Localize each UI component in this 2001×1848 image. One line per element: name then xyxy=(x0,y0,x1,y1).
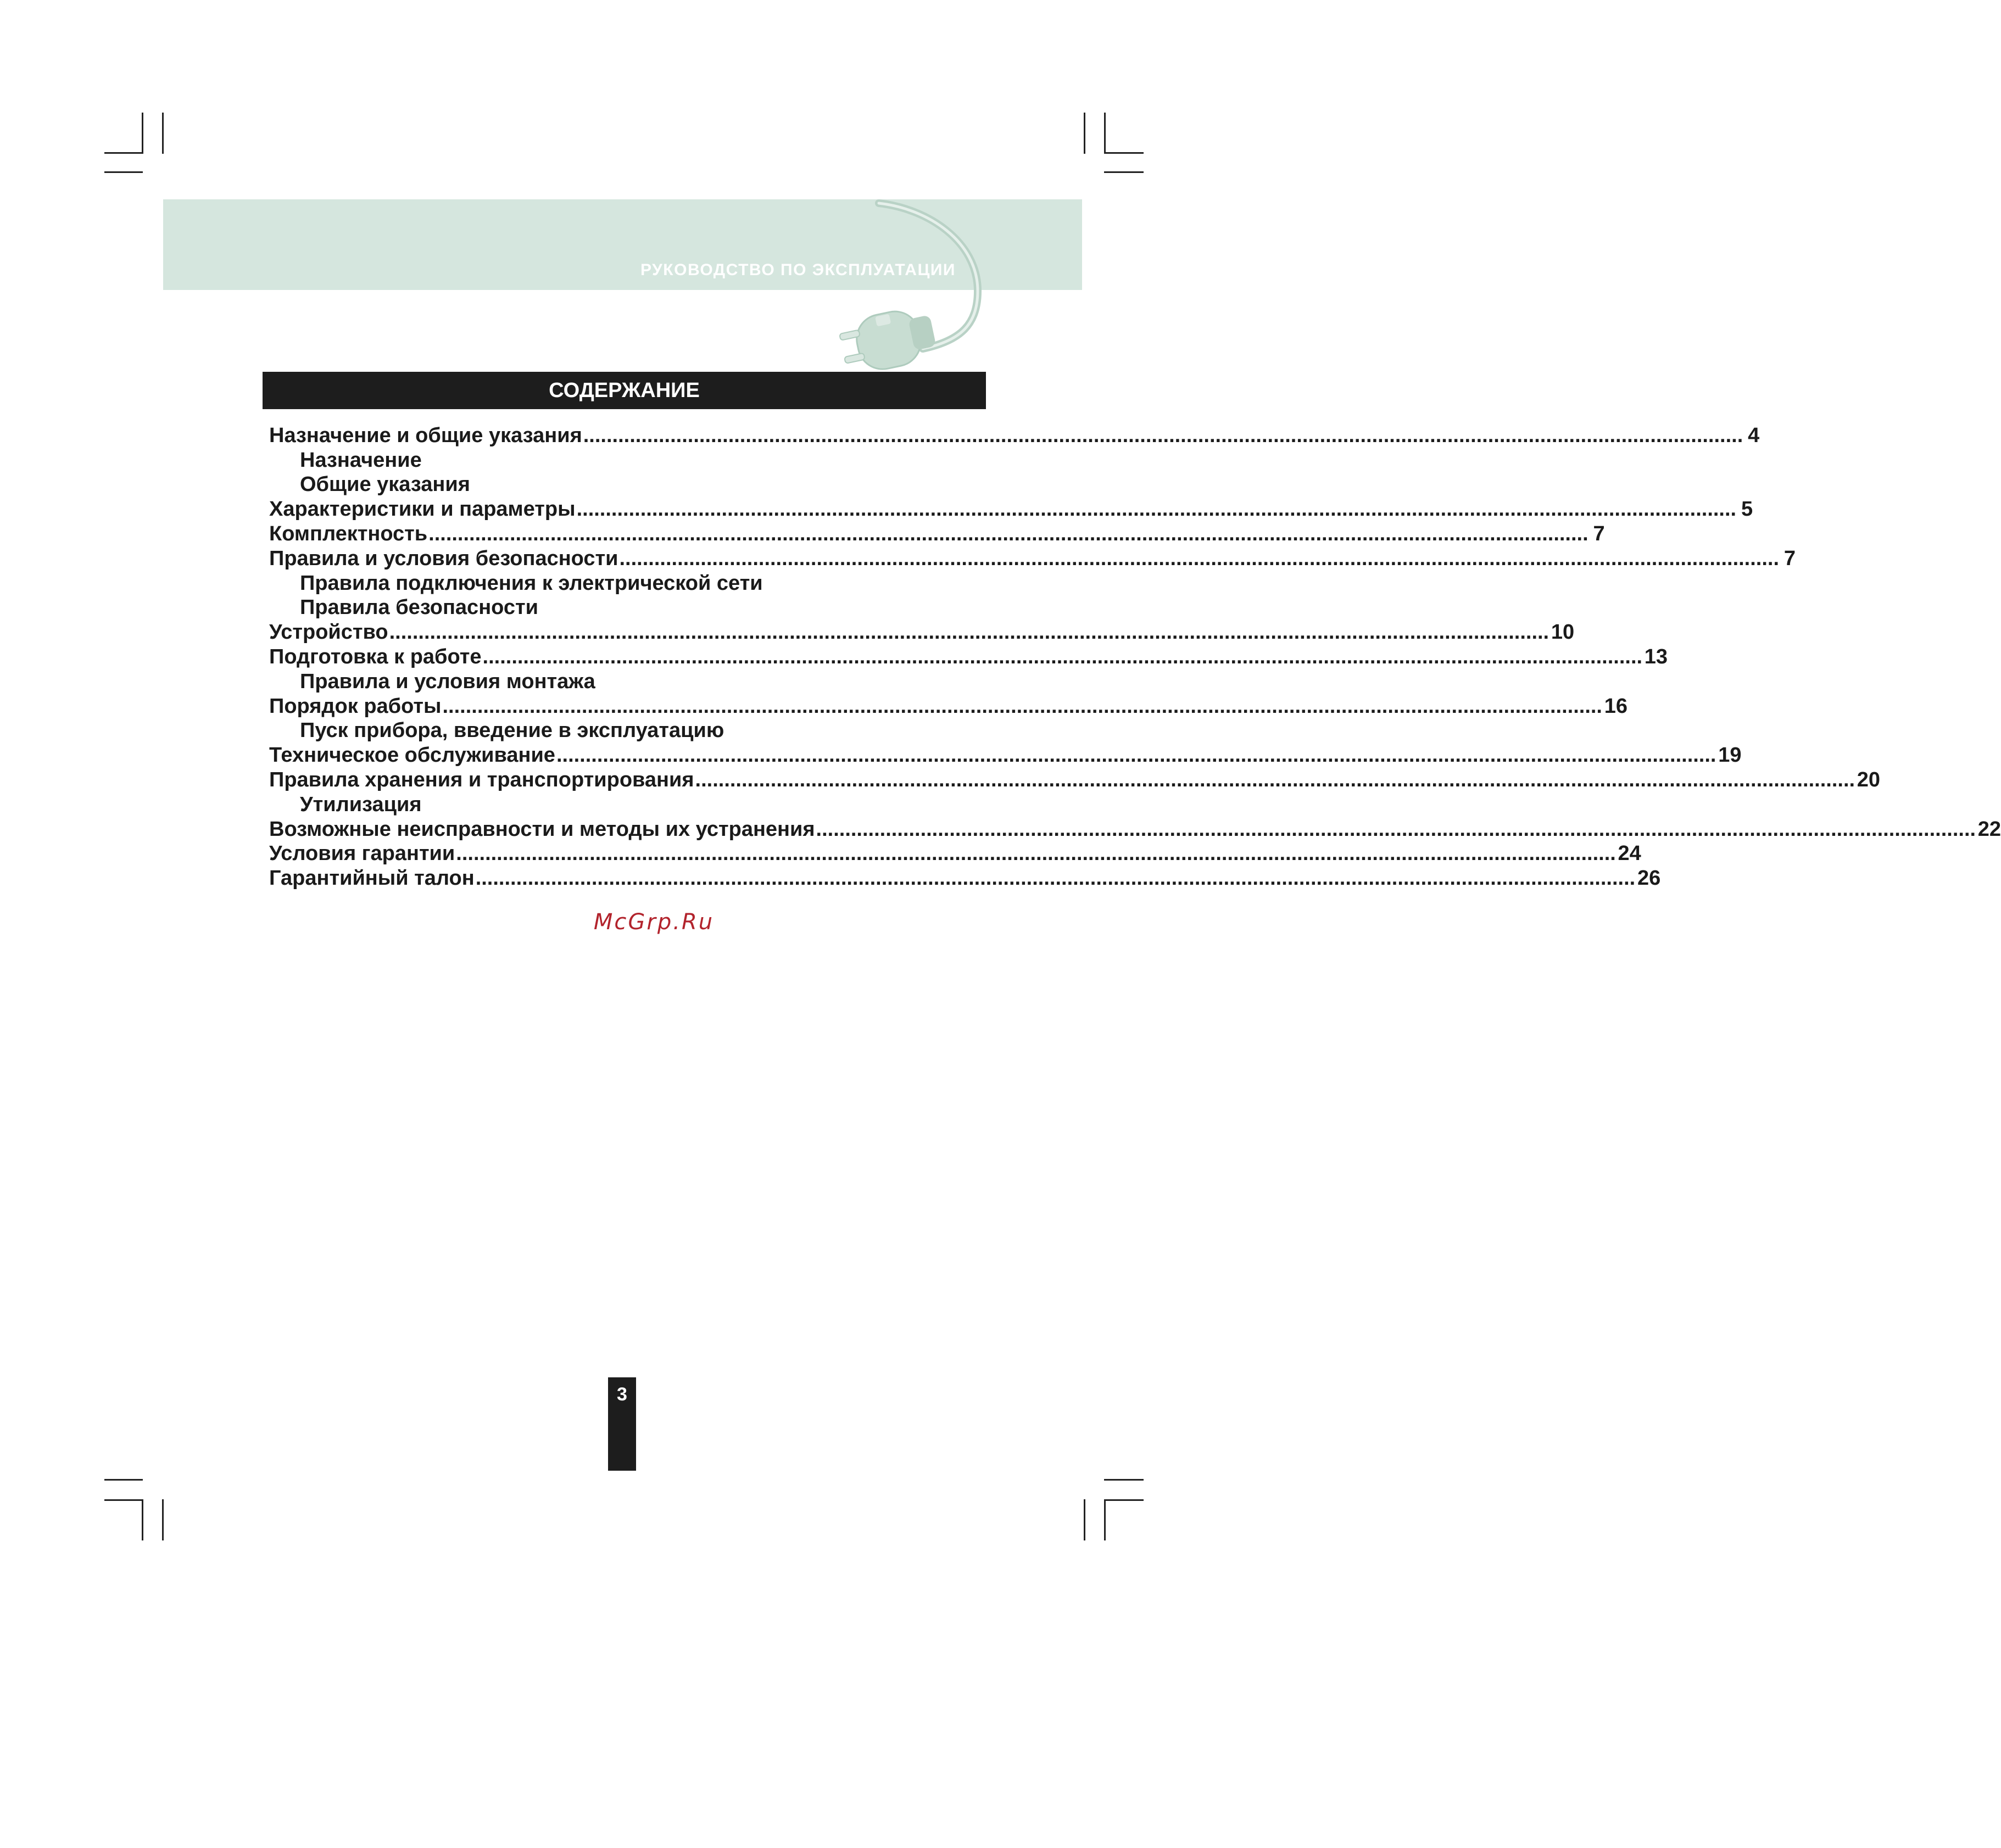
toc-subentry xyxy=(269,571,972,595)
toc-entry xyxy=(269,767,1881,792)
toc-entry xyxy=(269,521,1605,546)
toc-leader-dots: ........................................................................................................................................................................................................ xyxy=(482,645,1643,668)
toc-entry xyxy=(269,546,1796,571)
crop-mark-top-right-h2 xyxy=(1104,171,1144,173)
toc-leader-dots: ........................................................................................................................................................................................................ xyxy=(389,621,1549,644)
crop-mark-bottom-right-v1 xyxy=(1084,1499,1085,1540)
crop-mark-top-right-h xyxy=(1104,152,1144,154)
crop-mark-bottom-left-h2 xyxy=(104,1479,143,1481)
toc-leader-dots: ........................................................................................................................................................................................................ xyxy=(475,867,1636,890)
toc-entry-page: 19 xyxy=(1718,744,1742,767)
toc-entry-label: Подготовка к работе xyxy=(269,645,482,668)
toc-entry-page: 24 xyxy=(1618,842,1641,866)
toc-leader-dots: ........................................................................................................................................................................................................ xyxy=(456,842,1616,866)
crop-mark-top-right-v2 xyxy=(1104,113,1106,154)
power-plug-icon xyxy=(840,198,994,373)
toc-entry-page: 10 xyxy=(1551,621,1575,644)
toc-entry-label: Правила и условия монтажа xyxy=(300,669,595,693)
toc-entry-page: 4 xyxy=(1748,423,1760,447)
toc-entry-label: Характеристики и параметры xyxy=(269,498,576,521)
toc-entry-label: Правила подключения к электрической сети xyxy=(300,571,763,595)
crop-mark-bottom-left-v1 xyxy=(142,1499,143,1540)
toc-entry xyxy=(269,866,1661,890)
toc-entry-page: 22 xyxy=(1977,817,2001,841)
toc-entry-label: Комплектность xyxy=(269,522,428,545)
table-of-contents xyxy=(269,423,2001,890)
crop-mark-bottom-left-v2 xyxy=(162,1499,164,1540)
toc-entry-label: Гарантийный талон xyxy=(269,867,475,890)
crop-mark-top-right-v1 xyxy=(1084,113,1085,154)
toc-entry xyxy=(269,817,2001,841)
toc-entry-label: Общие указания xyxy=(300,473,470,496)
toc-subentry xyxy=(269,792,972,817)
toc-entry-page: 16 xyxy=(1604,694,1627,718)
toc-heading: СОДЕРЖАНИЕ xyxy=(263,372,986,409)
toc-entry xyxy=(269,841,1641,866)
crop-mark-top-left-h2 xyxy=(104,171,143,173)
toc-entry-label: Техническое обслуживание xyxy=(269,744,555,767)
toc-entry-page: 26 xyxy=(1637,867,1661,890)
toc-entry-label: Правила хранения и транспортирования xyxy=(269,768,694,791)
toc-entry xyxy=(269,694,1627,718)
toc-entry-page: 7 xyxy=(1783,546,1796,570)
toc-entry xyxy=(269,619,1575,644)
toc-subentry xyxy=(269,595,972,620)
toc-entry-label: Правила безопасности xyxy=(300,596,538,619)
toc-entry xyxy=(269,644,1668,669)
toc-entry-page: 13 xyxy=(1644,645,1668,668)
toc-entry-label: Возможные неисправности и методы их устранения xyxy=(269,817,815,841)
toc-entry-label: Устройство xyxy=(269,621,388,644)
toc-entry-label: Назначение и общие указания xyxy=(269,423,582,447)
toc-entry xyxy=(269,742,1742,767)
toc-entry-label: Утилизация xyxy=(300,792,422,816)
toc-entry-page: 5 xyxy=(1741,498,1753,521)
toc-subentry xyxy=(269,448,972,472)
toc-entry-label: Условия гарантии xyxy=(269,842,455,866)
crop-mark-top-left-v2 xyxy=(162,113,164,154)
toc-entry-page: 7 xyxy=(1593,522,1605,545)
watermark: McGrp.Ru xyxy=(593,909,715,935)
toc-leader-dots: ........................................................................................................................................................................................................ xyxy=(816,817,1976,841)
toc-entry-page: 20 xyxy=(1857,768,1881,791)
crop-mark-top-left-v1 xyxy=(142,113,143,154)
toc-leader-dots: ........................................................................................................................................................................................................ xyxy=(442,694,1602,718)
toc-entry-label: Порядок работы xyxy=(269,694,442,718)
toc-entry xyxy=(269,496,1753,521)
toc-leader-dots: ........................................................................................................................................................................................................ xyxy=(576,498,1737,521)
toc-entry xyxy=(269,423,1760,448)
toc-entry-label: Пуск прибора, введение в эксплуатацию xyxy=(300,719,724,742)
manual-title: РУКОВОДСТВО ПО ЭКСПЛУАТАЦИИ xyxy=(640,261,956,279)
crop-mark-top-left-h xyxy=(104,152,143,154)
toc-entry-label: Назначение xyxy=(300,448,422,472)
page-number-tab xyxy=(608,1377,636,1471)
page-number: 3 xyxy=(617,1384,627,1405)
toc-leader-dots: ........................................................................................................................................................................................................ xyxy=(428,522,1588,545)
toc-subentry xyxy=(269,669,972,694)
crop-mark-bottom-right-h xyxy=(1104,1499,1144,1501)
toc-entry-label: Правила и условия безопасности xyxy=(269,546,618,570)
toc-leader-dots: ........................................................................................................................................................................................................ xyxy=(695,768,1855,791)
toc-leader-dots: ........................................................................................................................................................................................................ xyxy=(583,423,1743,447)
toc-leader-dots: ........................................................................................................................................................................................................ xyxy=(619,546,1780,570)
crop-mark-bottom-right-h2 xyxy=(1104,1479,1144,1481)
crop-mark-bottom-right-v2 xyxy=(1104,1499,1106,1540)
toc-leader-dots: ........................................................................................................................................................................................................ xyxy=(556,744,1716,767)
crop-mark-bottom-left-h xyxy=(104,1499,143,1501)
toc-subentry xyxy=(269,472,972,497)
toc-subentry xyxy=(269,718,972,743)
